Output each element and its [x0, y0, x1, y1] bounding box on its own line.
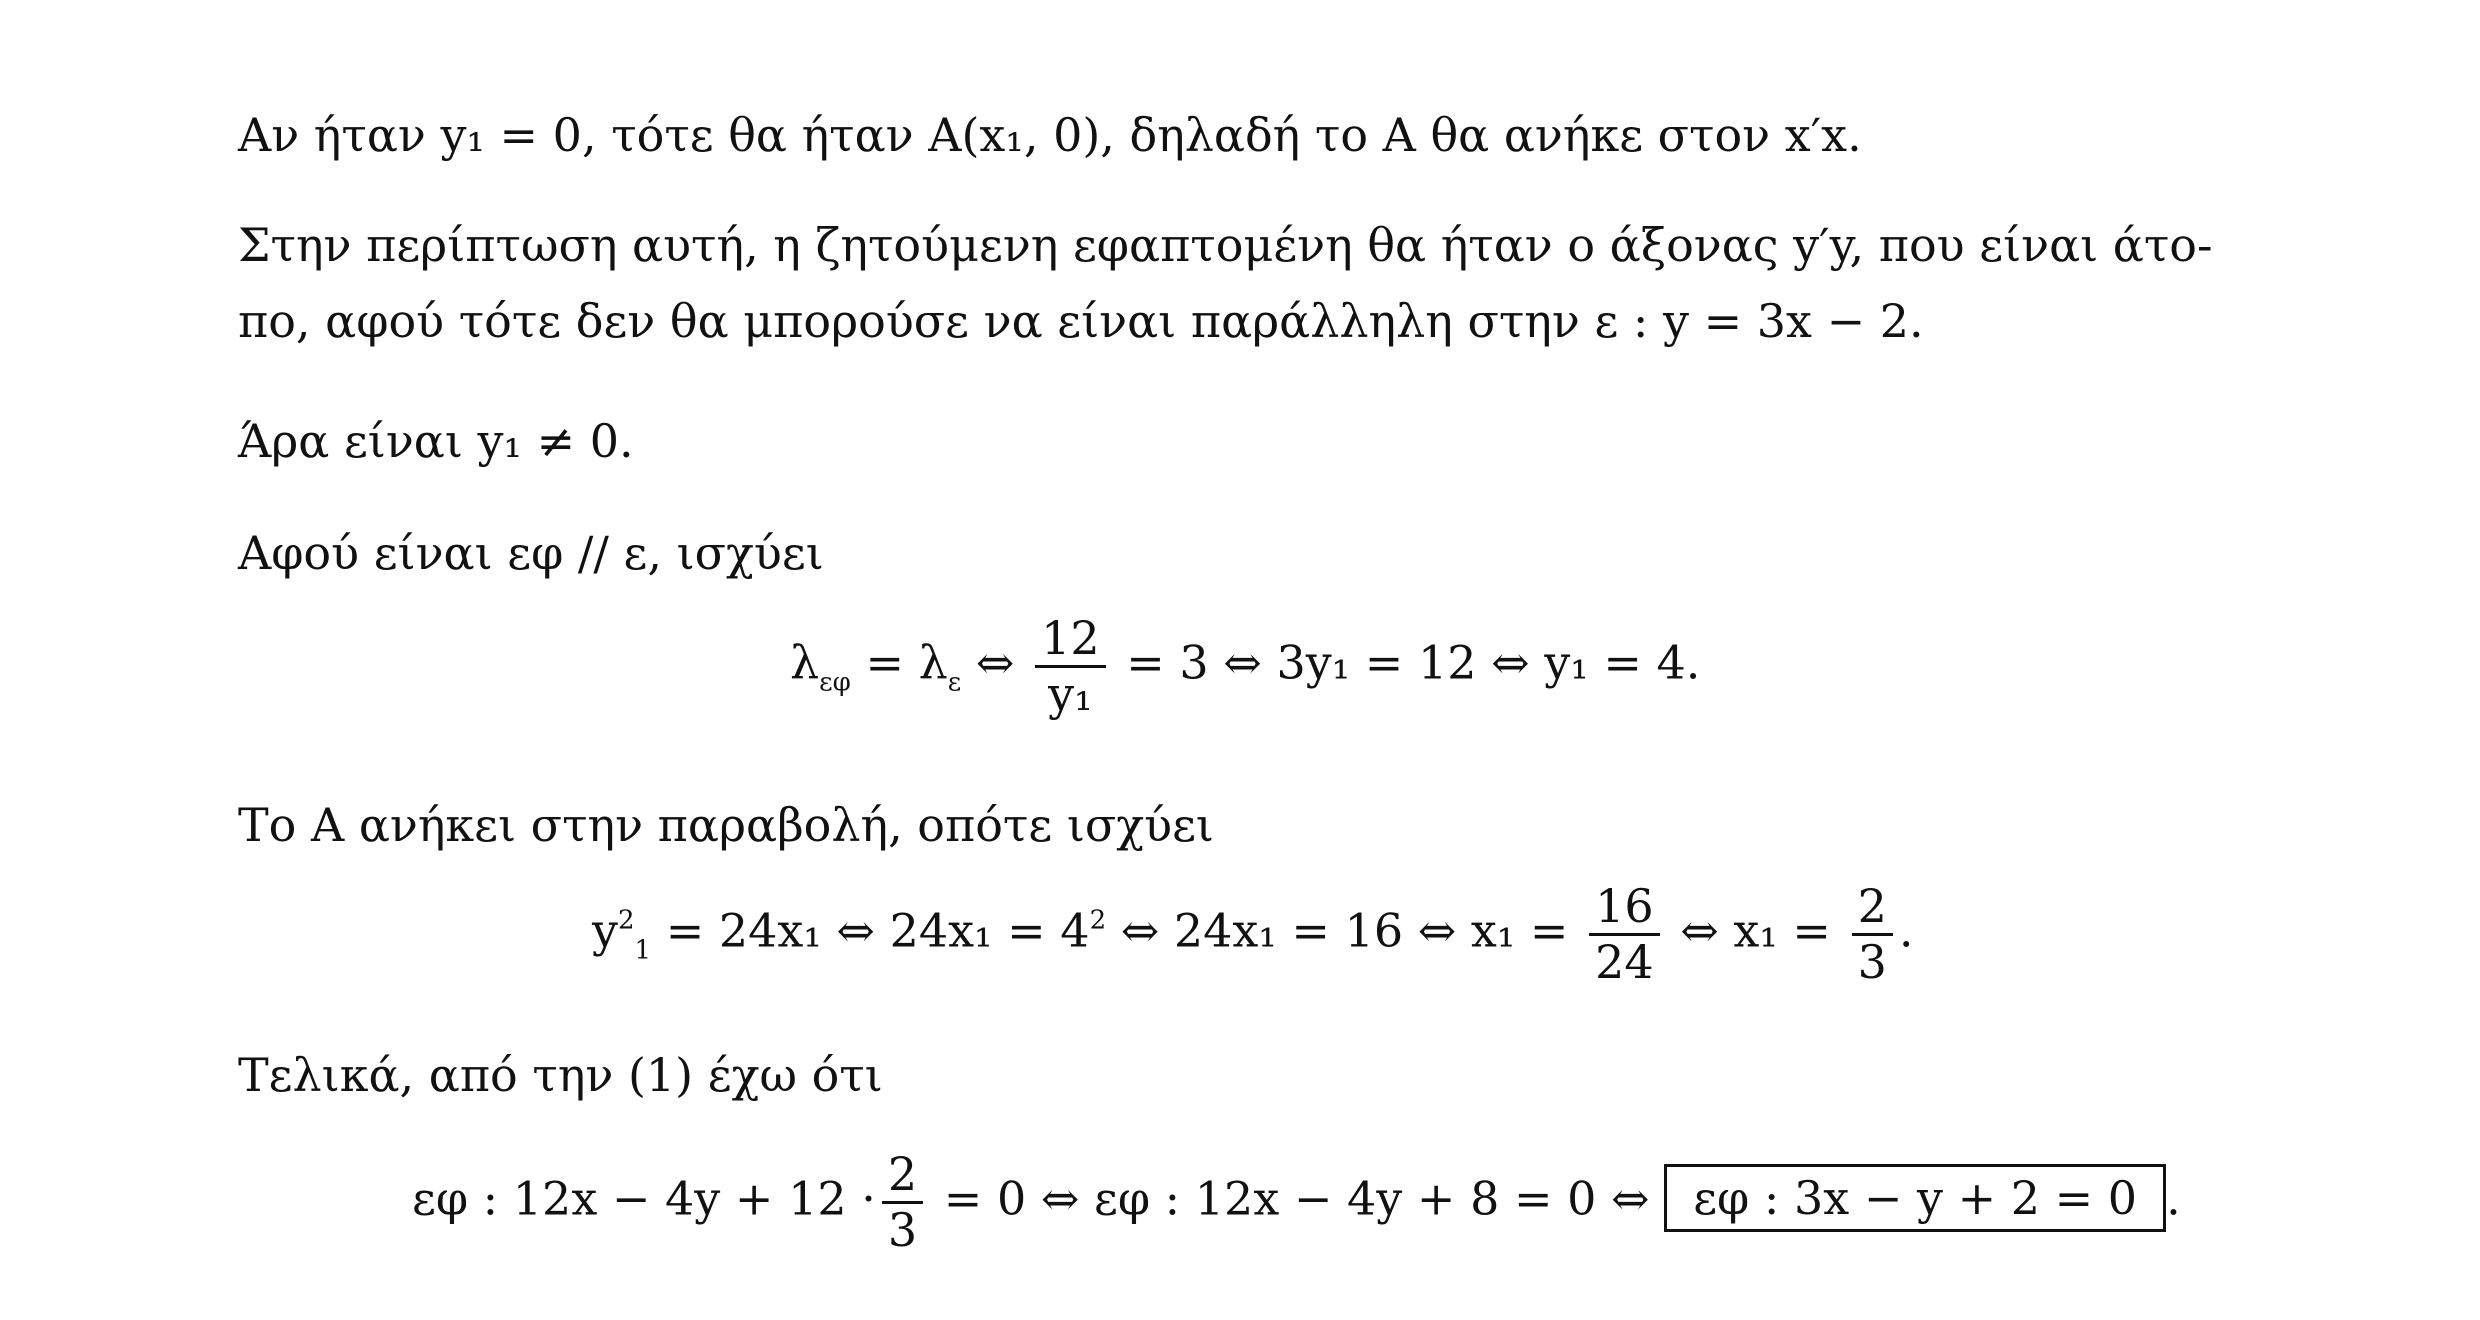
fraction-2-over-3	[1852, 880, 1893, 989]
superscript-2: 2	[618, 905, 635, 936]
paragraph-2-line-1: Στην περίπτωση αυτή, η ζητούμενη εφαπτομένη θα ήταν ο άξονας y′y, που είναι άτο-	[238, 218, 2213, 272]
equation-parabola	[592, 880, 1914, 989]
period: .	[1898, 903, 1914, 958]
fraction-numerator: 2	[882, 1148, 923, 1204]
equation-parabola-part-2: ⇔ 24x₁ = 16 ⇔ x₁ =	[1106, 903, 1584, 958]
subscript-e: ε	[947, 667, 962, 698]
fraction-12-over-y1	[1035, 612, 1106, 721]
paragraph-1: Αν ήταν y₁ = 0, τότε θα ήταν A(x₁, 0), δηλαδή το A θα ανήκε στον x′x.	[238, 108, 1862, 162]
fraction-denominator: 24	[1595, 934, 1654, 989]
equation-parabola-part-1: = 24x₁ ⇔ 24x₁ = 4	[651, 903, 1090, 958]
equation-tangent-part-1: εφ : 12x − 4y + 12 ·	[412, 1171, 876, 1226]
superscript-exponent: 2	[1089, 905, 1107, 936]
lambda-e: = λ	[850, 635, 948, 690]
lambda-ef: λ	[790, 635, 820, 690]
fraction-2-over-3	[882, 1148, 923, 1257]
fraction-denominator: y₁	[1048, 666, 1093, 721]
equation-slopes	[790, 612, 1700, 721]
fraction-16-over-24	[1589, 880, 1660, 989]
equation-parabola-part-3: ⇔ x₁ =	[1665, 903, 1846, 958]
paragraph-6: Τελικά, από την (1) έχω ότι	[238, 1048, 883, 1102]
fraction-denominator: 3	[1857, 934, 1887, 989]
equivalence-1: ⇔	[961, 635, 1030, 690]
subscript-1: 1	[634, 935, 652, 966]
y-symbol: y	[592, 903, 618, 958]
fraction-denominator: 3	[887, 1202, 918, 1257]
boxed-final-answer: εφ : 3x − y + 2 = 0	[1664, 1164, 2166, 1232]
paragraph-4: Αφού είναι εφ // ε, ισχύει	[238, 526, 824, 580]
paragraph-2-line-2: πο, αφού τότε δεν θα μπορούσε να είναι παράλληλη στην ε : y = 3x − 2.	[238, 294, 1924, 348]
equation-slopes-rest: = 3 ⇔ 3y₁ = 12 ⇔ y₁ = 4.	[1111, 635, 1701, 690]
equation-tangent-part-2: = 0 ⇔ εφ : 12x − 4y + 8 = 0 ⇔	[929, 1171, 1665, 1226]
paragraph-5: Το A ανήκει στην παραβολή, οπότε ισχύει	[238, 798, 1214, 852]
fraction-numerator: 12	[1035, 612, 1106, 668]
paragraph-3: Άρα είναι y₁ ≠ 0.	[238, 414, 634, 468]
fraction-numerator: 2	[1852, 880, 1893, 936]
equation-tangent	[412, 1148, 2181, 1257]
fraction-numerator: 16	[1589, 880, 1660, 936]
subscript-ef: εφ	[819, 667, 851, 698]
period: .	[2166, 1171, 2181, 1226]
